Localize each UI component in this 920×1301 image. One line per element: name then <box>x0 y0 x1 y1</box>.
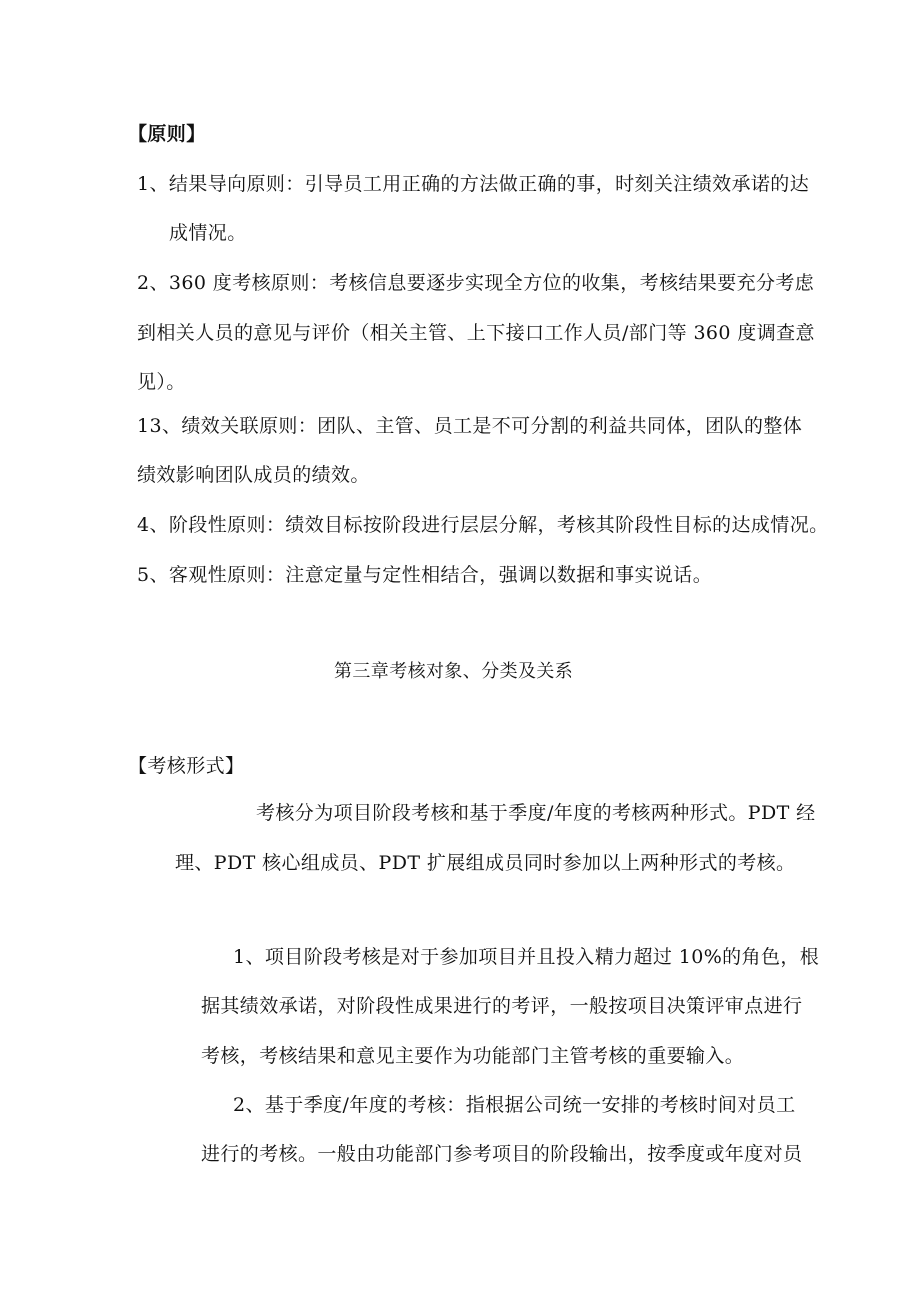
principle-4: 4、阶段性原则：绩效目标按阶段进行层层分解，考核其阶段性目标的达成情况。 <box>137 514 829 536</box>
forms-intro-line-1: 考核分为项目阶段考核和基于季度/年度的考核两种形式。PDT 经 <box>256 802 816 824</box>
chapter-title: 第三章考核对象、分类及关系 <box>334 661 574 682</box>
forms-item-1-line-2: 据其绩效承诺，对阶段性成果进行的考评，一般按项目决策评审点进行 <box>201 995 803 1017</box>
principle-2-line-2: 到相关人员的意见与评价（相关主管、上下接口工作人员/部门等 360 度调查意 <box>137 322 815 344</box>
forms-heading: 【考核形式】 <box>128 755 245 777</box>
forms-item-1-line-3: 考核，考核结果和意见主要作为功能部门主管考核的重要输入。 <box>201 1045 745 1067</box>
principles-heading: 【原则】 <box>128 123 206 145</box>
forms-item-2-line-2: 进行的考核。一般由功能部门参考项目的阶段输出，按季度或年度对员 <box>201 1143 803 1165</box>
principle-1-line-1: 1、结果导向原则：引导员工用正确的方法做正确的事，时刻关注绩效承诺的达 <box>137 173 810 195</box>
forms-item-2-line-1: 2、基于季度/年度的考核：指根据公司统一安排的考核时间对员工 <box>233 1094 796 1116</box>
principle-3-line-1: 13、绩效关联原则：团队、主管、员工是不可分割的利益共同体，团队的整体 <box>137 415 803 437</box>
forms-item-1-line-1: 1、项目阶段考核是对于参加项目并且投入精力超过 10%的角色，根 <box>233 946 820 968</box>
principle-5: 5、客观性原则：注意定量与定性相结合，强调以数据和事实说话。 <box>137 564 713 586</box>
principle-1-line-2: 成情况。 <box>169 222 247 244</box>
principle-2-line-1: 2、360 度考核原则：考核信息要逐步实现全方位的收集，考核结果要充分考虑 <box>137 272 815 294</box>
principle-2-line-3: 见）。 <box>137 371 186 393</box>
forms-intro-line-2: 理、PDT 核心组成员、PDT 扩展组成员同时参加以上两种形式的考核。 <box>175 852 796 874</box>
principle-3-line-2: 绩效影响团队成员的绩效。 <box>137 464 370 486</box>
